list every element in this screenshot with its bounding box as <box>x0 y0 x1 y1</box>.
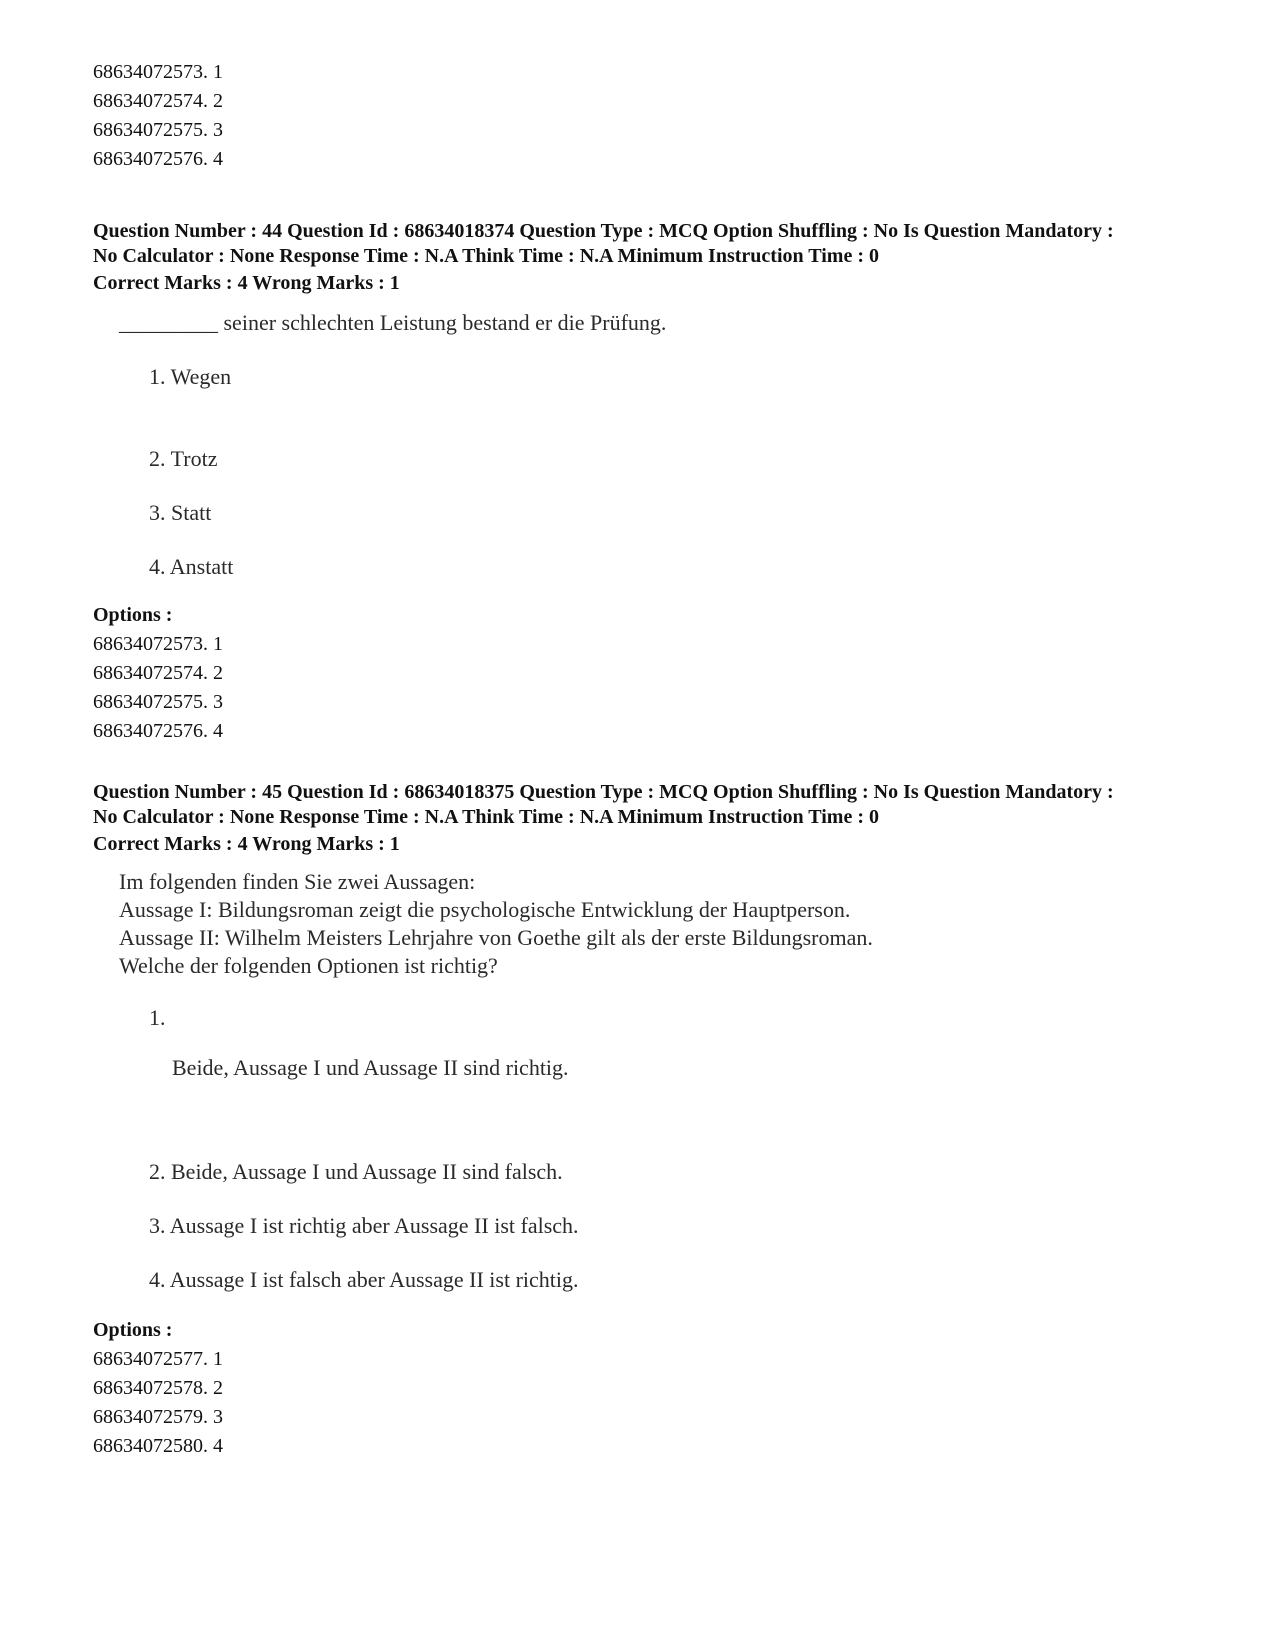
question-44-meta-line2: No Calculator : None Response Time : N.A Think Time : N.A Minimum Instruction Time : 0 <box>93 245 879 267</box>
question-45-marks: Correct Marks : 4 Wrong Marks : 1 <box>93 833 400 855</box>
question-45-choice: 3. Aussage I ist richtig aber Aussage II ist falsch. <box>149 1213 579 1238</box>
question-44 <box>93 174 1213 746</box>
document-page <box>93 58 1213 1461</box>
option-id-line: 68634072574. 2 <box>93 90 223 112</box>
question-44-text: _________ seiner schlechten Leistung bestand er die Prüfung. <box>119 310 667 335</box>
option-id-line: 68634072573. 1 <box>93 61 223 83</box>
question-44-options-label: Options : <box>93 604 173 626</box>
question-44-choice: 3. Statt <box>149 500 212 525</box>
question-45-statement-line: Welche der folgenden Optionen ist richtig? <box>119 953 498 978</box>
question-44-choice: 1. Wegen <box>149 364 232 389</box>
question-45-meta-line2: No Calculator : None Response Time : N.A Think Time : N.A Minimum Instruction Time : 0 <box>93 806 879 828</box>
question-45-statement-line: Aussage II: Wilhelm Meisters Lehrjahre von Goethe gilt als der erste Bildungsroman. <box>119 925 873 950</box>
question-45-options-label: Options : <box>93 1319 173 1341</box>
question-44-meta-line1: Question Number : 44 Question Id : 68634018374 Question Type : MCQ Option Shuffling : No Is Question Mandatory : <box>93 220 1114 242</box>
question-45-statement-line: Aussage I: Bildungsroman zeigt die psychologische Entwicklung der Hauptperson. <box>119 897 851 922</box>
option-id-line: 68634072577. 1 <box>93 1348 223 1370</box>
question-45-choice-number: 1. <box>149 1005 166 1030</box>
question-45-choice-text: Beide, Aussage I und Aussage II sind richtig. <box>172 1055 569 1080</box>
option-id-line: 68634072575. 3 <box>93 119 223 141</box>
previous-options-list <box>93 58 1213 174</box>
question-45-choice: 2. Beide, Aussage I und Aussage II sind falsch. <box>149 1159 563 1184</box>
question-44-marks: Correct Marks : 4 Wrong Marks : 1 <box>93 272 400 294</box>
option-id-line: 68634072573. 1 <box>93 633 223 655</box>
option-id-line: 68634072580. 4 <box>93 1435 223 1457</box>
option-id-line: 68634072576. 4 <box>93 148 223 170</box>
option-id-line: 68634072574. 2 <box>93 662 223 684</box>
question-44-choice: 2. Trotz <box>149 446 218 471</box>
question-44-choice: 4. Anstatt <box>149 554 234 579</box>
question-45-statement-line: Im folgenden finden Sie zwei Aussagen: <box>119 869 476 894</box>
question-45-choice: 4. Aussage I ist falsch aber Aussage II ist richtig. <box>149 1267 579 1292</box>
option-id-line: 68634072576. 4 <box>93 720 223 742</box>
option-id-line: 68634072579. 3 <box>93 1406 223 1428</box>
option-id-line: 68634072575. 3 <box>93 691 223 713</box>
question-45-meta-line1: Question Number : 45 Question Id : 68634018375 Question Type : MCQ Option Shuffling : No Is Question Mandatory : <box>93 781 1114 803</box>
option-id-line: 68634072578. 2 <box>93 1377 223 1399</box>
question-45 <box>93 746 1213 1461</box>
